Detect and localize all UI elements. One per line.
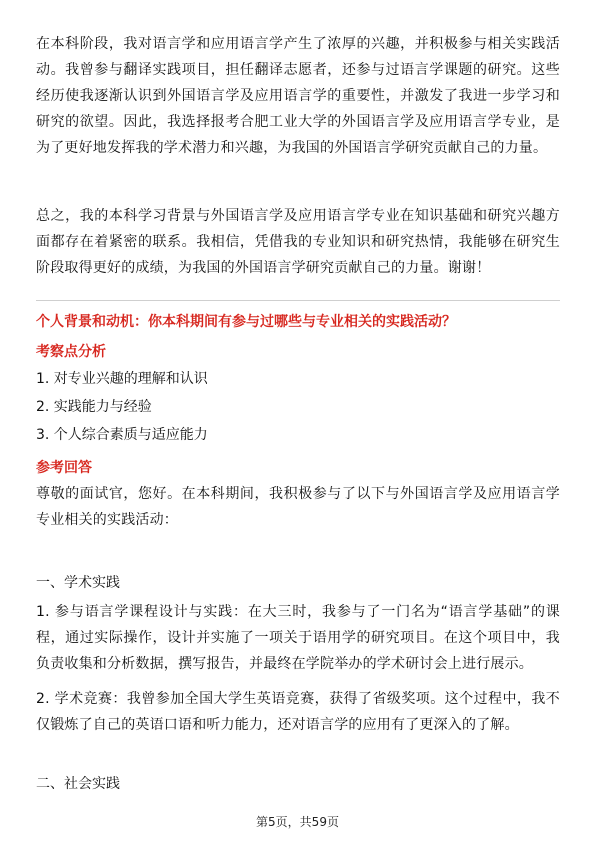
answer-opening: 尊敬的面试官，您好。在本科期间，我积极参与了以下与外国语言学及应用语言学专业相关的实践活动： [36,486,560,528]
answer-section-1-item-1: 1. 参与语言学课程设计与实践：在大三时，我参与了一门名为“语言学基础”的课程，通过实际操作，设计并实施了一项关于语用学的研究项目。在这个项目中，我负责收集和分析数据，撰写报告，并最终在学院举办的学术研讨会上进行展示。 [36,604,560,672]
answer-section-1-item-2: 2. 学术竞赛：我曾参加全国大学生英语竞赛，获得了省级奖项。这个过程中，我不仅锻炼了自己的英语口语和听力能力，还对语言学的应用有了更深入的了解。 [36,691,560,733]
section-divider [36,300,560,301]
answer-section-2-title: 二、社会实践 [36,776,120,792]
page-number: 第5页，共59页 [256,815,339,829]
analysis-point-3: 3. 个人综合素质与适应能力 [36,427,208,443]
analysis-heading: 考察点分析 [36,344,106,360]
answer-section-1-title: 一、学术实践 [36,575,120,591]
analysis-point-1: 1. 对专业兴趣的理解和认识 [36,371,208,387]
interview-question: 个人背景和动机：你本科期间有参与过哪些与专业相关的实践活动？ [36,314,456,330]
analysis-point-2: 2. 实践能力与经验 [36,399,152,415]
intro-paragraph-1: 在本科阶段，我对语言学和应用语言学产生了浓厚的兴趣，并积极参与相关实践活动。我曾参与翻译实践项目，担任翻译志愿者，还参与过语言学课题的研究。这些经历使我逐渐认识到外国语言学及应用语言学的重要性，并激发了我进一步学习和研究的欲望。因此，我选择报考合肥工业大学的外国语言学及应用语言学专业，是为了更好地发挥我的学术潜力和兴趣，为我国的外国语言学研究贡献自己的力量。 [36,36,560,156]
answer-heading: 参考回答 [36,460,92,476]
intro-paragraph-2: 总之，我的本科学习背景与外国语言学及应用语言学专业在知识基础和研究兴趣方面都存在着紧密的联系。我相信，凭借我的专业知识和研究热情，我能够在研究生阶段取得更好的成绩，为我国的外国语言学研究贡献自己的力量。谢谢！ [36,208,560,276]
